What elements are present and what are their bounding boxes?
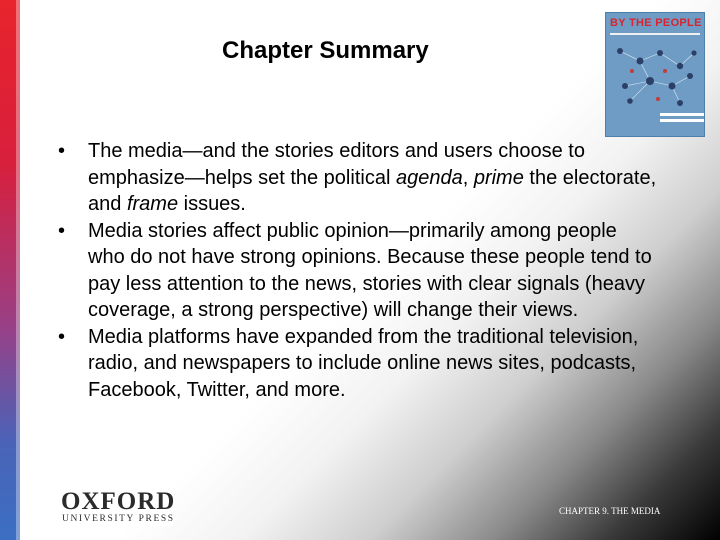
- bullet-text: Media stories affect public opinion—primarily among people who do not have strong opinions. Because these people tend to pay less attention to the news, stories with clear signals (heavy coverage, a strong perspective) will change their views.: [88, 219, 652, 321]
- bullet-text: Media platforms have expanded from the traditional television, radio, and newspapers to include online news sites, podcasts, Facebook, Twitter, and more.: [88, 325, 639, 401]
- emphasized-term: frame: [126, 193, 179, 215]
- book-cover-authors: [660, 113, 704, 125]
- bullet-item: [58, 218, 658, 324]
- emphasized-term: agenda: [395, 166, 463, 189]
- bullet-text: ,: [462, 166, 474, 189]
- accent-bar: [0, 0, 20, 540]
- bullet-item: [58, 138, 658, 218]
- book-cover-subtitle-rule: [610, 33, 700, 35]
- book-cover-image: [605, 12, 705, 137]
- logo-word: OXFORD: [61, 488, 176, 515]
- slide-title: Chapter Summary: [222, 37, 429, 64]
- bullet-text: The media—and the stories editors and users choose to emphasize—helps set the political: [88, 140, 585, 189]
- bullet-list: [58, 138, 658, 403]
- bullet-marker: •: [58, 140, 66, 162]
- book-cover-title: BY THE PEOPLE: [610, 17, 702, 29]
- slide-body: [58, 138, 658, 403]
- bullet-marker: •: [58, 219, 66, 242]
- bullet-text: the electorate, and: [88, 166, 657, 215]
- emphasized-term: prime: [473, 166, 524, 189]
- bullet-item: [58, 324, 658, 404]
- bullet-marker: •: [58, 325, 66, 348]
- footer-chapter-label: CHAPTER 9. THE MEDIA: [559, 506, 661, 516]
- oxford-university-press-logo: [57, 486, 176, 526]
- bullet-text: issues.: [178, 193, 246, 215]
- logo-press: UNIVERSITY PRESS: [62, 514, 175, 524]
- book-cover-network-graphic: [610, 41, 702, 111]
